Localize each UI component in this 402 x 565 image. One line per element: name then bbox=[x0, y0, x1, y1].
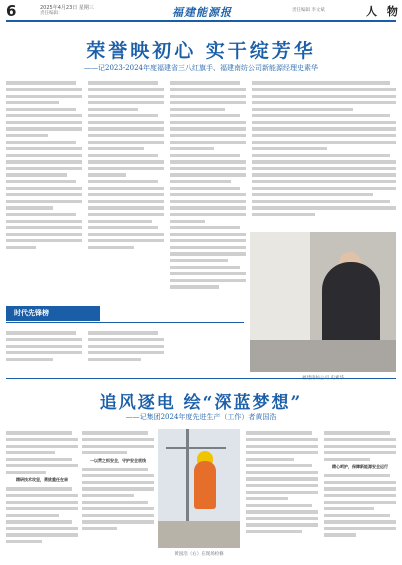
section-banner: 时代先锋榜 bbox=[6, 306, 100, 321]
article2-subhead-1: 精研技术攻坚，勇挑重任在肩 bbox=[16, 477, 68, 483]
article2-subhead-2: 一以贯之抓安全，守护安全底线 bbox=[90, 457, 146, 463]
article2-column-2 bbox=[82, 428, 154, 560]
article2-subtitle: ——记集团2024年度先进生产（工作）者黄国浩 bbox=[125, 413, 277, 421]
editor-credit-left: 责任编辑： bbox=[40, 11, 63, 16]
article1-column-5 bbox=[6, 328, 82, 376]
article2-column-1 bbox=[6, 428, 78, 560]
article2-column-4 bbox=[324, 428, 396, 560]
article1-column-2 bbox=[88, 78, 164, 303]
article1-column-3 bbox=[170, 78, 246, 374]
page-number: 6 bbox=[6, 2, 17, 20]
section-label: 人 物 bbox=[366, 5, 401, 18]
header-rule bbox=[6, 20, 396, 22]
article2-column-3 bbox=[246, 428, 318, 560]
portrait-photo bbox=[250, 232, 396, 372]
article1-subtitle: ——记2023-2024年度福建省三八红旗手、福建南纺公司新能源经理史素华 bbox=[84, 64, 318, 72]
article-divider bbox=[6, 378, 396, 379]
article1-title: 荣誉映初心 实干绽芳华 bbox=[86, 40, 316, 62]
article2-title: 追风逐电 绘“深蓝梦想” bbox=[99, 393, 303, 413]
banner-rule bbox=[6, 322, 244, 323]
issue-date: 2025年4月23日 星期三 bbox=[40, 5, 94, 11]
editor-credit-right: 责任编辑 李文斌 bbox=[292, 8, 325, 13]
article2-subhead-3: 精心呵护，保障新能源安全运行 bbox=[332, 464, 388, 470]
article1-column-4 bbox=[252, 78, 396, 228]
article1-column-6 bbox=[88, 328, 164, 376]
worker-photo-caption: 黄国浩（右）在现场检修 bbox=[174, 552, 224, 557]
worker-photo bbox=[158, 429, 240, 548]
newspaper-name: 福建能源报 bbox=[172, 6, 232, 19]
article1-column-1 bbox=[6, 78, 82, 303]
page-header bbox=[0, 0, 402, 22]
